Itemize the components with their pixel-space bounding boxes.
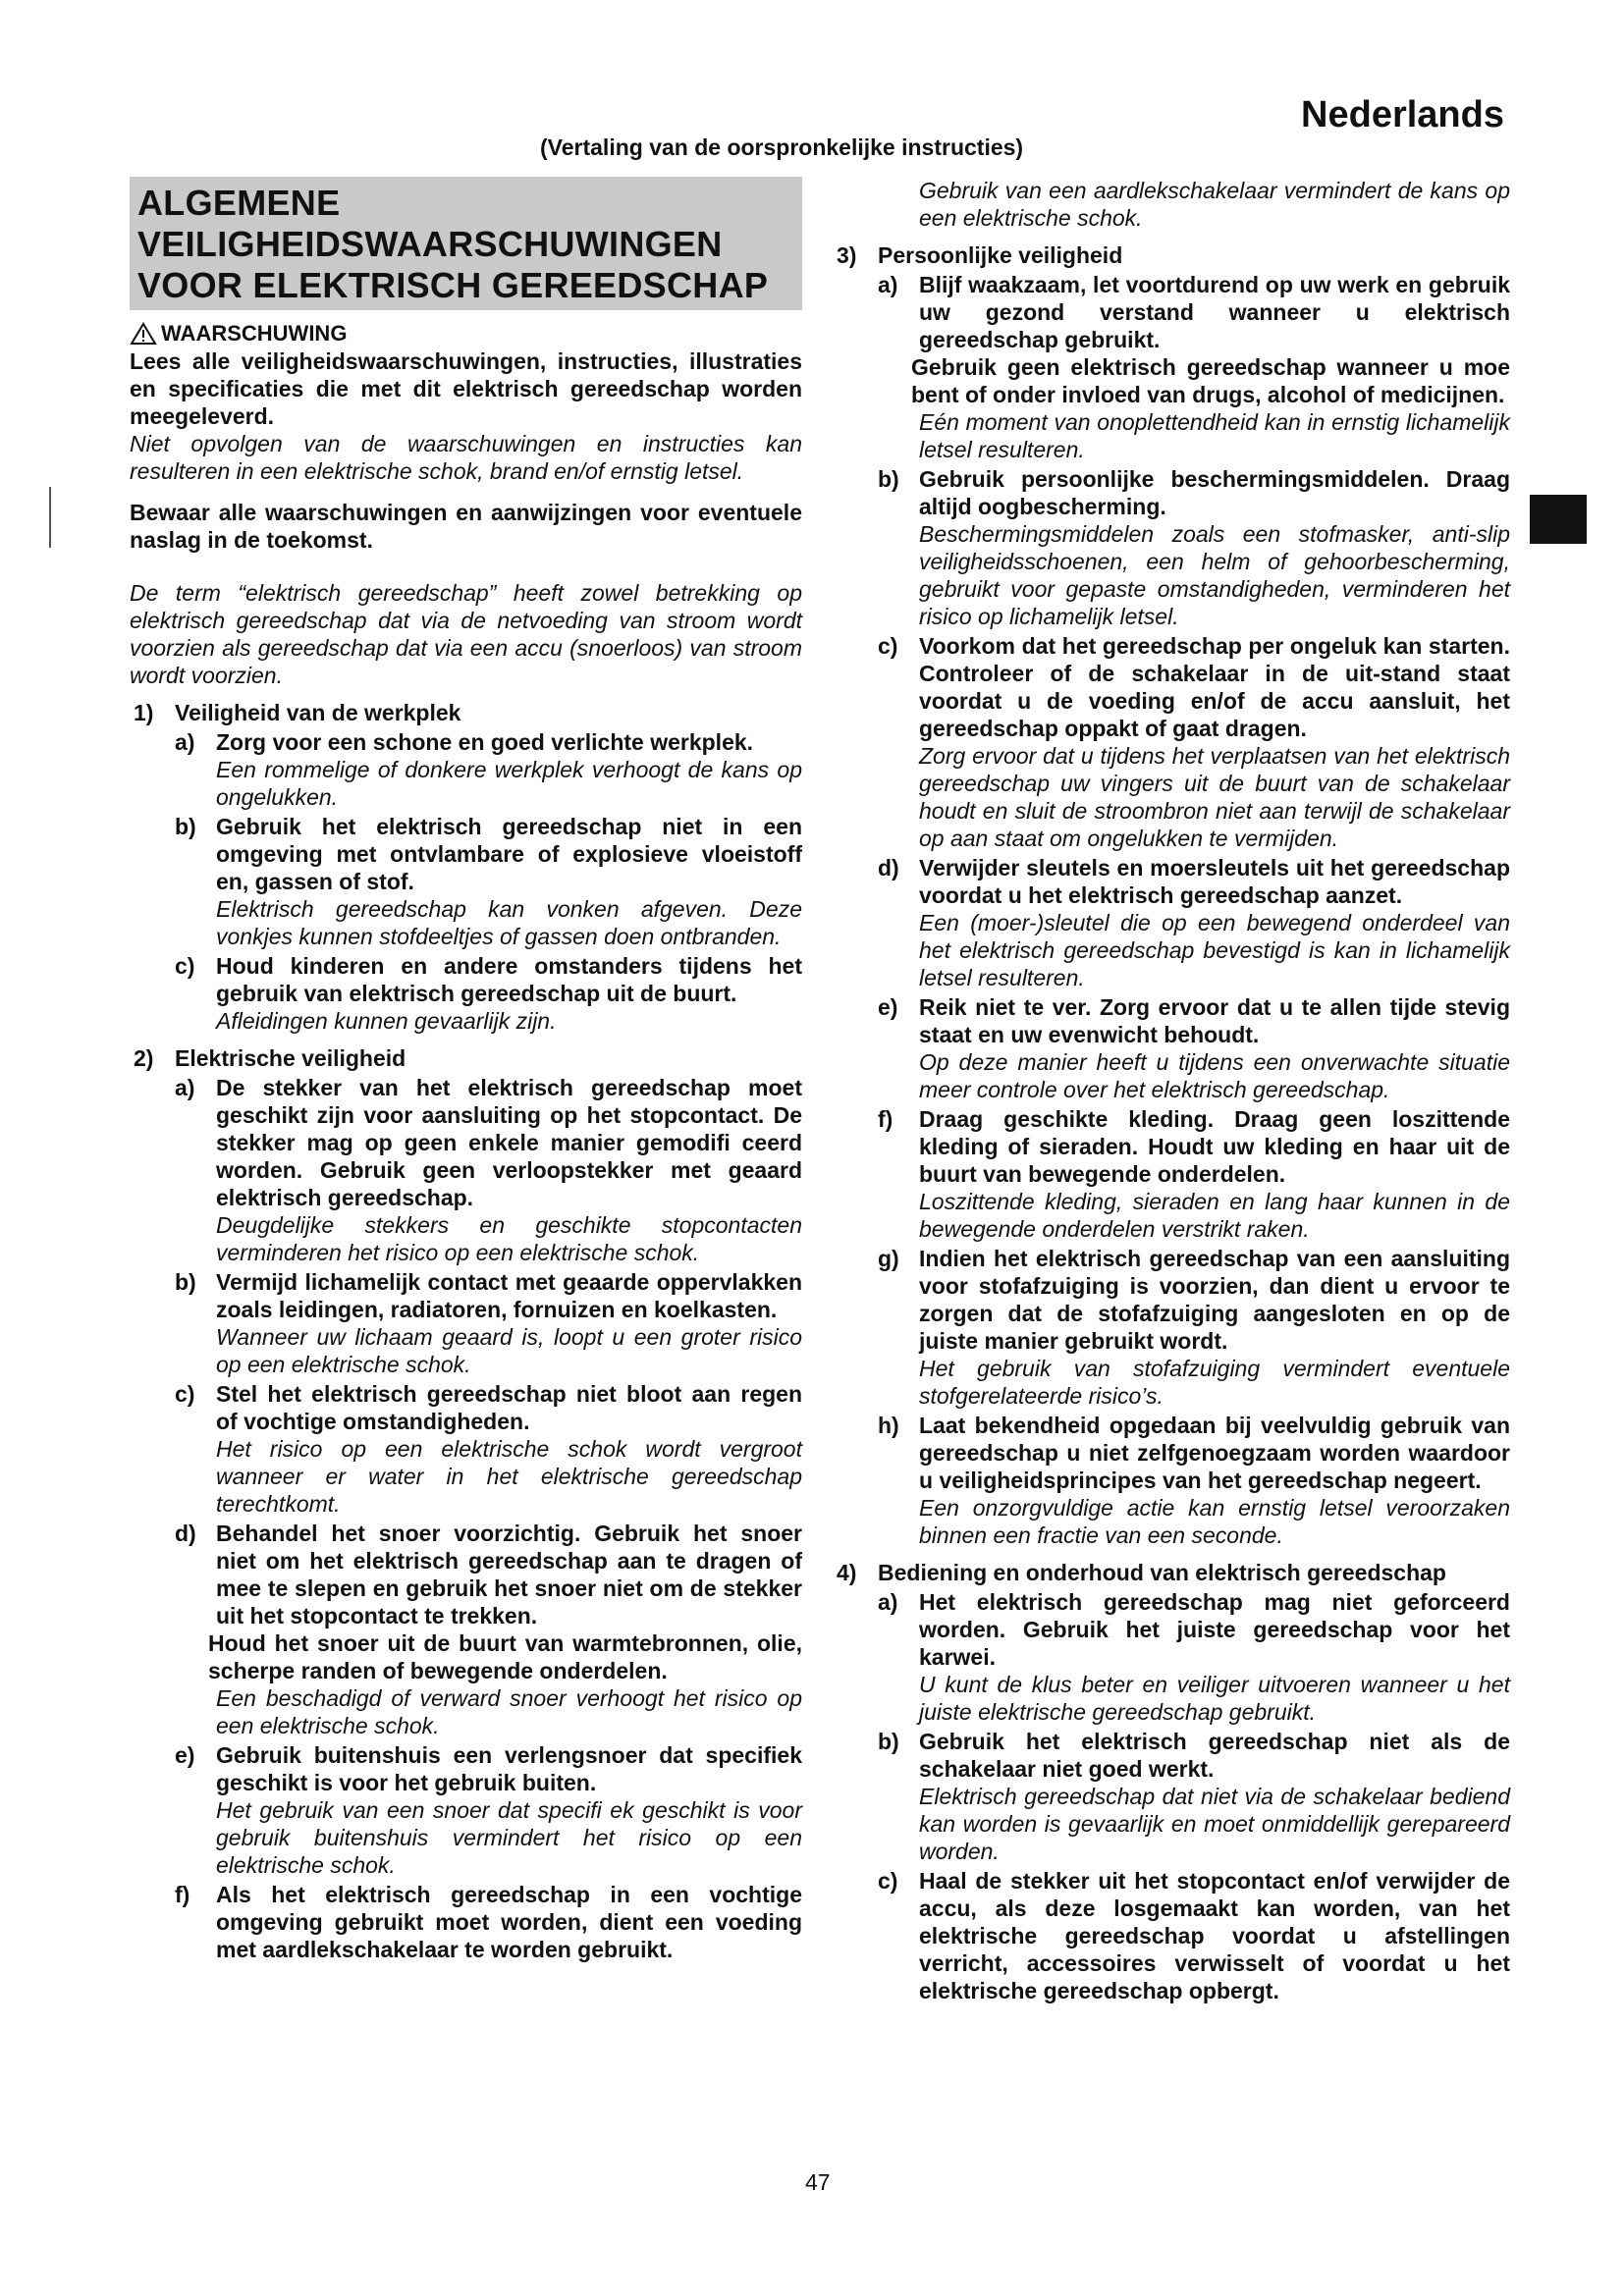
item-note: Het gebruik van een snoer dat specifi ek geschikt is voor gebruik buitenshuis vermindert het risico op een elektrische schok. [216, 1797, 802, 1878]
item-note: Het risico op een elektrische schok wordt vergroot wanneer er water in het elektrische gereedschap terechtkomt. [216, 1436, 802, 1517]
warning-triangle-icon [130, 322, 157, 346]
item-note: Afleidingen kunnen gevaarlijk zijn. [216, 1008, 557, 1034]
warning-text: Lees alle veiligheidswaarschuwingen, instructies, illustraties en specificaties die met dit elektrisch gereedschap worden meegeleverd. [130, 348, 802, 429]
translation-subtitle: (Vertaling van de oorspronkelijke instructies) [540, 134, 1024, 160]
keep-instructions: Bewaar alle waarschuwingen en aanwijzingen voor eventuele naslag in de toekomst. [130, 500, 802, 553]
list-item: c) Voorkom dat het gereedschap per ongeluk kan starten. Controleer of de schakelaar in de uit-stand staat voordat u de voeding en/of de accu aansluit, het gereedschap oppakt of gaat dragen. [878, 633, 1510, 741]
section-tab-marker [1530, 495, 1587, 544]
section-1-heading: 1) Veiligheid van de werkplek [134, 700, 461, 725]
section-4-heading: 4) Bediening en onderhoud van elektrisch gereedschap [837, 1560, 1446, 1585]
item-note: Wanneer uw lichaam geaard is, loopt u een groter risico op een elektrische schok. [216, 1324, 802, 1377]
section-2-heading: 2) Elektrische veiligheid [134, 1045, 406, 1071]
item-bold-note: Gebruik geen elektrisch gereedschap wanneer u moe bent of onder invloed van drugs, alcohol of medicijnen. [911, 354, 1510, 407]
item-note: Zorg ervoor dat u tijdens het verplaatsen van het elektrisch gereedschap uw vingers uit de buurt van de schakelaar houdt en sluit de stroombron niet aan terwijl de schakelaar op aan staat om ongelukken te vermijden. [919, 743, 1510, 851]
list-item: a) Blijf waakzaam, let voortdurend op uw werk en gebruik uw gezond verstand wanneer u elektrisch gereedschap gebruikt. [878, 272, 1510, 352]
list-item: c) Stel het elektrisch gereedschap niet bloot aan regen of vochtige omstandigheden. [175, 1381, 802, 1434]
list-item: a) Zorg voor een schone en goed verlichte werkplek. [175, 729, 754, 755]
language-heading: Nederlands [1301, 94, 1504, 135]
item-note: Eén moment van onoplettendheid kan in ernstig lichamelijk letsel resulteren. [919, 409, 1510, 462]
item-note: U kunt de klus beter en veiliger uitvoeren wanneer u het juiste elektrische gereedschap gebruikt. [919, 1672, 1510, 1725]
item-note: Een rommelige of donkere werkplek verhoogt de kans op ongelukken. [216, 757, 802, 810]
item-note: Deugdelijke stekkers en geschikte stopcontacten verminderen het risico op een elektrische schok. [216, 1212, 802, 1265]
list-item: e) Gebruik buitenshuis een verlengsnoer dat specifiek geschikt is voor het gebruik buiten. [175, 1742, 802, 1795]
item-note: Elektrisch gereedschap dat niet via de schakelaar bediend kan worden is gevaarlijk en moet onmiddellijk gerepareerd worden. [919, 1784, 1510, 1864]
section-3-heading: 3) Persoonlijke veiligheid [837, 242, 1123, 268]
list-item: c) Houd kinderen en andere omstanders tijdens het gebruik van elektrisch gereedschap uit de buurt. [175, 953, 802, 1006]
item-note: Loszittende kleding, sieraden en lang haar kunnen in de bewegende onderdelen verstrikt raken. [919, 1189, 1510, 1242]
list-item: a) Het elektrisch gereedschap mag niet geforceerd worden. Gebruik het juiste gereedschap voor het karwei. [878, 1589, 1510, 1670]
term-definition: De term “elektrisch gereedschap” heeft zowel betrekking op elektrisch gereedschap dat via de netvoeding van stroom wordt voorzien als gereedschap dat via een accu (snoerloos) van stroom wordt voorzien. [130, 580, 802, 688]
warning-heading [130, 320, 802, 347]
list-item: a) De stekker van het elektrisch gereedschap moet geschikt zijn voor aansluiting op het stopcontact. De stekker mag op geen enkele manier gemodifi ceerd worden. Gebruik geen verloopstekker met geaard elektrisch gereedschap. [175, 1075, 802, 1210]
list-item: c) Haal de stekker uit het stopcontact en/of verwijder de accu, als deze losgemaakt kan worden, van het elektrische gereedschap voordat u afstellingen verricht, accessoires verwisselt of voordat u het elektrische gereedschap opbergt. [878, 1868, 1510, 2003]
list-item: d) Behandel het snoer voorzichtig. Gebruik het snoer niet om het elektrisch gereedschap aan te dragen of mee te slepen en gebruik het snoer niet om de stekker uit het stopcontact te trekken. [175, 1521, 802, 1629]
list-item: g) Indien het elektrisch gereedschap van een aansluiting voor stofafzuiging is voorzien, dan dient u ervoor te zorgen dat de stofafzuiging aangesloten en op de juiste manier gebruikt wordt. [878, 1246, 1510, 1354]
margin-line [49, 487, 51, 548]
list-item: e) Reik niet te ver. Zorg ervoor dat u te allen tijde stevig staat en uw evenwicht behoudt. [878, 994, 1510, 1047]
warning-label: WAARSCHUWING [161, 321, 348, 346]
item-note: Gebruik van een aardlekschakelaar vermindert de kans op een elektrische schok. [919, 178, 1510, 231]
item-note: Op deze manier heeft u tijdens een onverwachte situatie meer controle over het elektrisch gereedschap. [919, 1049, 1510, 1102]
list-item: d) Verwijder sleutels en moersleutels uit het gereedschap voordat u het elektrisch gereedschap aanzet. [878, 855, 1510, 908]
list-item: b) Gebruik het elektrisch gereedschap niet in een omgeving met ontvlambare of explosieve vloeistoff en, gassen of stof. [175, 814, 802, 894]
list-item: b) Gebruik persoonlijke beschermingsmiddelen. Draag altijd oogbescherming. [878, 466, 1510, 519]
item-note: Een (moer-)sleutel die op een bewegend onderdeel van het elektrisch gereedschap bevestigd is kan in lichamelijk letsel resulteren. [919, 910, 1510, 990]
list-item: b) Gebruik het elektrisch gereedschap niet als de schakelaar niet goed werkt. [878, 1729, 1510, 1782]
item-note: Beschermingsmiddelen zoals een stofmasker, anti-slip veiligheidsschoenen, een helm of gehoorbescherming, gebruikt voor gepaste omstandigheden, verminderen het risico op lichamelijk letsel. [919, 521, 1510, 629]
list-item: h) Laat bekendheid opgedaan bij veelvuldig gebruik van gereedschap u niet zelfgenoegzaam worden waardoor u veiligheidsprincipes van het gereedschap negeert. [878, 1413, 1510, 1493]
left-column [130, 177, 802, 1963]
item-note: Een onzorgvuldige actie kan ernstig letsel veroorzaken binnen een fractie van een seconde. [919, 1495, 1510, 1548]
warning-italic: Niet opvolgen van de waarschuwingen en instructies kan resulteren in een elektrische schok, brand en/of ernstig letsel. [130, 431, 802, 484]
item-note: Een beschadigd of verward snoer verhoogt het risico op een elektrische schok. [216, 1685, 802, 1738]
right-column [833, 177, 1510, 2004]
list-item: b) Vermijd lichamelijk contact met geaarde oppervlakken zoals leidingen, radiatoren, fornuizen en koelkasten. [175, 1269, 802, 1322]
section-banner: ALGEMENE VEILIGHEIDSWAARSCHUWINGEN VOOR ELEKTRISCH GEREEDSCHAP [130, 177, 802, 310]
list-item: f) Draag geschikte kleding. Draag geen loszittende kleding of sieraden. Houdt uw kleding en haar uit de buurt van bewegende onderdelen. [878, 1106, 1510, 1187]
item-note: Het gebruik van stofafzuiging vermindert eventuele stofgerelateerde risico’s. [919, 1356, 1510, 1409]
item-note: Elektrisch gereedschap kan vonken afgeven. Deze vonkjes kunnen stofdeeltjes of gassen doen ontbranden. [216, 896, 802, 949]
item-bold-note: Houd het snoer uit de buurt van warmtebronnen, olie, scherpe randen of bewegende onderdelen. [208, 1630, 802, 1683]
page-number: 47 [805, 2169, 831, 2195]
list-item: f) Als het elektrisch gereedschap in een vochtige omgeving gebruikt moet worden, dient een voeding met aardlekschakelaar te worden gebruikt. [175, 1882, 802, 1962]
